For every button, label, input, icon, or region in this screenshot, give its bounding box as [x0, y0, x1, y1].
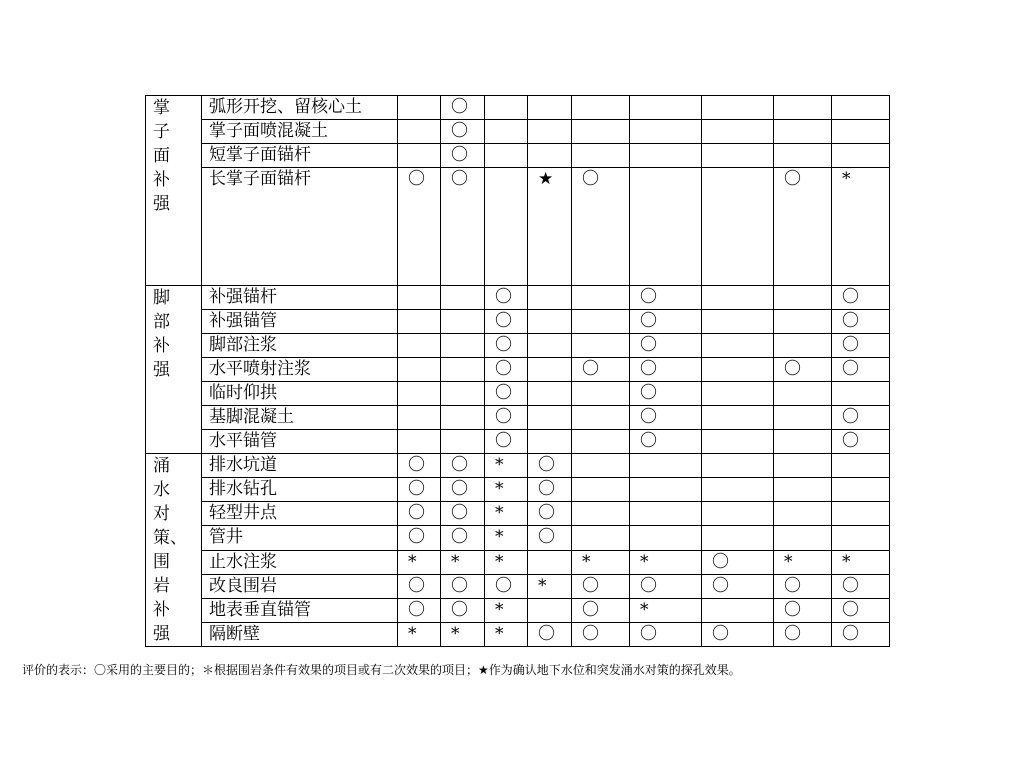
table-row	[146, 598, 890, 622]
evaluation-mark: 〇	[572, 574, 630, 598]
evaluation-mark	[398, 382, 441, 406]
evaluation-mark: *	[485, 550, 528, 574]
evaluation-mark: *	[485, 478, 528, 502]
evaluation-mark	[528, 430, 572, 454]
evaluation-mark	[702, 526, 774, 550]
evaluation-mark	[528, 310, 572, 334]
evaluation-mark: 〇	[398, 454, 441, 478]
evaluation-mark: 〇	[702, 550, 774, 574]
evaluation-mark	[441, 430, 485, 454]
measure-name: 地表垂直锚管	[202, 598, 398, 622]
table-row	[146, 382, 890, 406]
evaluation-mark	[528, 286, 572, 310]
evaluation-mark: 〇	[832, 310, 890, 334]
evaluation-mark	[630, 144, 702, 168]
evaluation-mark	[485, 120, 528, 144]
table-row	[146, 574, 890, 598]
evaluation-mark	[572, 478, 630, 502]
measure-name: 脚部注浆	[202, 334, 398, 358]
evaluation-mark	[630, 96, 702, 120]
measure-name: 弧形开挖、留核心土	[202, 96, 398, 120]
table-row	[146, 286, 890, 310]
evaluation-mark	[774, 406, 832, 430]
evaluation-mark	[572, 406, 630, 430]
table-row	[146, 478, 890, 502]
evaluation-mark	[572, 144, 630, 168]
measure-name: 排水钻孔	[202, 478, 398, 502]
evaluation-mark: 〇	[774, 574, 832, 598]
evaluation-mark: 〇	[398, 502, 441, 526]
evaluation-mark	[702, 454, 774, 478]
evaluation-legend-note: 评价的表示：〇采用的主要目的；＊根据围岩条件有效果的项目或有二次效果的项目；★作为确认地下水位和突发涌水对策的探孔效果。	[22, 663, 741, 677]
measure-name: 管井	[202, 526, 398, 550]
measure-name: 长掌子面锚杆	[202, 168, 398, 286]
evaluation-mark	[572, 310, 630, 334]
table-row	[146, 502, 890, 526]
evaluation-mark	[774, 334, 832, 358]
evaluation-mark	[398, 358, 441, 382]
evaluation-mark	[774, 286, 832, 310]
evaluation-mark: 〇	[398, 598, 441, 622]
evaluation-mark: 〇	[630, 574, 702, 598]
evaluation-mark	[774, 310, 832, 334]
evaluation-mark	[630, 502, 702, 526]
evaluation-mark: 〇	[528, 502, 572, 526]
evaluation-mark	[832, 526, 890, 550]
group-label-cell	[146, 454, 202, 647]
evaluation-mark: 〇	[485, 358, 528, 382]
evaluation-mark	[485, 144, 528, 168]
evaluation-mark	[702, 144, 774, 168]
evaluation-mark	[630, 120, 702, 144]
measure-name: 改良围岩	[202, 574, 398, 598]
evaluation-mark: 〇	[398, 478, 441, 502]
group-label: 涌水对策、围岩补强	[153, 456, 187, 644]
measure-name: 止水注浆	[202, 550, 398, 574]
evaluation-mark: 〇	[702, 622, 774, 646]
evaluation-mark	[702, 334, 774, 358]
evaluation-mark: *	[630, 598, 702, 622]
evaluation-mark: 〇	[528, 526, 572, 550]
evaluation-mark	[398, 406, 441, 430]
evaluation-mark: 〇	[441, 502, 485, 526]
evaluation-mark	[630, 526, 702, 550]
table-row	[146, 144, 890, 168]
evaluation-mark: *	[485, 598, 528, 622]
evaluation-mark: 〇	[630, 334, 702, 358]
evaluation-mark	[572, 454, 630, 478]
evaluation-mark	[702, 502, 774, 526]
evaluation-mark	[702, 286, 774, 310]
evaluation-mark	[572, 120, 630, 144]
evaluation-mark: 〇	[485, 430, 528, 454]
evaluation-mark: *	[485, 454, 528, 478]
table-row	[146, 120, 890, 144]
measure-name: 短掌子面锚杆	[202, 144, 398, 168]
evaluation-mark	[398, 144, 441, 168]
evaluation-mark	[528, 406, 572, 430]
evaluation-mark	[441, 382, 485, 406]
measure-name: 基脚混凝土	[202, 406, 398, 430]
group-label: 掌子面补强	[153, 98, 170, 214]
evaluation-mark: *	[485, 502, 528, 526]
evaluation-mark	[702, 478, 774, 502]
evaluation-mark	[398, 430, 441, 454]
evaluation-mark: 〇	[528, 478, 572, 502]
evaluation-mark	[774, 478, 832, 502]
evaluation-mark	[832, 144, 890, 168]
table-row	[146, 622, 890, 646]
evaluation-mark	[441, 286, 485, 310]
evaluation-mark	[441, 334, 485, 358]
evaluation-mark	[774, 502, 832, 526]
evaluation-mark: 〇	[572, 622, 630, 646]
evaluation-mark	[774, 430, 832, 454]
evaluation-mark	[774, 96, 832, 120]
measure-name: 排水坑道	[202, 454, 398, 478]
evaluation-mark: 〇	[774, 358, 832, 382]
table-row	[146, 526, 890, 550]
table-row	[146, 430, 890, 454]
evaluation-mark: 〇	[630, 310, 702, 334]
evaluation-mark	[702, 406, 774, 430]
table-row	[146, 358, 890, 382]
evaluation-mark: 〇	[485, 406, 528, 430]
evaluation-mark: 〇	[441, 526, 485, 550]
evaluation-mark	[572, 502, 630, 526]
evaluation-mark	[702, 358, 774, 382]
evaluation-mark: 〇	[441, 96, 485, 120]
evaluation-mark: 〇	[441, 478, 485, 502]
evaluation-mark	[774, 120, 832, 144]
evaluation-mark: 〇	[832, 406, 890, 430]
evaluation-mark	[832, 96, 890, 120]
evaluation-mark: 〇	[528, 622, 572, 646]
evaluation-mark: 〇	[774, 598, 832, 622]
evaluation-mark	[398, 334, 441, 358]
evaluation-mark: 〇	[485, 286, 528, 310]
evaluation-mark: 〇	[398, 526, 441, 550]
evaluation-mark	[441, 358, 485, 382]
evaluation-mark: 〇	[572, 598, 630, 622]
evaluation-mark: 〇	[832, 574, 890, 598]
evaluation-mark	[774, 454, 832, 478]
evaluation-mark	[528, 334, 572, 358]
evaluation-mark: 〇	[702, 574, 774, 598]
evaluation-mark: 〇	[832, 358, 890, 382]
table-row	[146, 454, 890, 478]
group-label-cell	[146, 96, 202, 286]
evaluation-mark	[832, 478, 890, 502]
evaluation-mark	[398, 120, 441, 144]
evaluation-mark	[528, 550, 572, 574]
evaluation-mark: 〇	[774, 168, 832, 286]
table-row	[146, 334, 890, 358]
table-row	[146, 406, 890, 430]
table-row	[146, 96, 890, 120]
evaluation-mark	[832, 382, 890, 406]
evaluation-mark	[572, 430, 630, 454]
evaluation-mark	[528, 382, 572, 406]
evaluation-mark: *	[485, 526, 528, 550]
evaluation-mark	[528, 96, 572, 120]
evaluation-mark: 〇	[485, 334, 528, 358]
evaluation-mark: *	[630, 550, 702, 574]
evaluation-mark	[630, 454, 702, 478]
evaluation-mark: 〇	[572, 358, 630, 382]
evaluation-mark: 〇	[630, 430, 702, 454]
evaluation-mark: 〇	[832, 622, 890, 646]
evaluation-mark	[630, 168, 702, 286]
evaluation-mark	[832, 502, 890, 526]
evaluation-mark	[630, 478, 702, 502]
evaluation-mark	[572, 382, 630, 406]
evaluation-mark	[485, 168, 528, 286]
evaluation-mark: 〇	[832, 334, 890, 358]
evaluation-mark	[702, 120, 774, 144]
measure-name: 水平锚管	[202, 430, 398, 454]
evaluation-mark	[702, 96, 774, 120]
evaluation-mark: *	[832, 168, 890, 286]
evaluation-mark: 〇	[630, 622, 702, 646]
evaluation-mark	[441, 310, 485, 334]
evaluation-mark	[702, 598, 774, 622]
measure-name: 补强锚杆	[202, 286, 398, 310]
evaluation-mark: 〇	[441, 598, 485, 622]
evaluation-mark	[528, 598, 572, 622]
evaluation-mark	[702, 310, 774, 334]
evaluation-mark	[398, 96, 441, 120]
evaluation-mark	[832, 454, 890, 478]
evaluation-mark	[774, 526, 832, 550]
evaluation-mark	[572, 286, 630, 310]
evaluation-mark	[774, 382, 832, 406]
evaluation-mark: *	[441, 550, 485, 574]
evaluation-mark: 〇	[441, 168, 485, 286]
evaluation-mark	[441, 406, 485, 430]
group-label: 脚部补强	[153, 288, 170, 380]
evaluation-mark: 〇	[774, 622, 832, 646]
evaluation-mark	[702, 168, 774, 286]
evaluation-mark: 〇	[398, 574, 441, 598]
evaluation-mark: 〇	[485, 382, 528, 406]
evaluation-mark: *	[398, 622, 441, 646]
evaluation-mark: *	[441, 622, 485, 646]
evaluation-mark	[702, 382, 774, 406]
evaluation-mark: 〇	[572, 168, 630, 286]
evaluation-mark	[528, 120, 572, 144]
evaluation-mark: 〇	[630, 382, 702, 406]
evaluation-mark: 〇	[441, 144, 485, 168]
evaluation-mark: *	[774, 550, 832, 574]
evaluation-mark: 〇	[441, 120, 485, 144]
measure-name: 补强锚管	[202, 310, 398, 334]
evaluation-mark	[398, 286, 441, 310]
evaluation-mark	[528, 358, 572, 382]
evaluation-mark	[832, 120, 890, 144]
measure-name: 掌子面喷混凝土	[202, 120, 398, 144]
evaluation-mark: 〇	[630, 358, 702, 382]
group-label-cell	[146, 286, 202, 454]
evaluation-mark	[398, 310, 441, 334]
evaluation-mark: 〇	[832, 598, 890, 622]
evaluation-mark	[572, 334, 630, 358]
evaluation-mark: *	[398, 550, 441, 574]
table-row	[146, 168, 890, 286]
evaluation-mark: 〇	[441, 454, 485, 478]
evaluation-mark: *	[485, 622, 528, 646]
evaluation-mark: *	[572, 550, 630, 574]
evaluation-mark: ★	[528, 168, 572, 286]
evaluation-mark	[774, 144, 832, 168]
evaluation-mark: 〇	[441, 574, 485, 598]
evaluation-mark: 〇	[485, 310, 528, 334]
measure-name: 隔断壁	[202, 622, 398, 646]
evaluation-mark: 〇	[398, 168, 441, 286]
measures-table	[145, 95, 890, 647]
measure-name: 临时仰拱	[202, 382, 398, 406]
evaluation-mark: 〇	[832, 286, 890, 310]
measure-name: 水平喷射注浆	[202, 358, 398, 382]
evaluation-mark: 〇	[630, 286, 702, 310]
evaluation-mark: *	[832, 550, 890, 574]
evaluation-mark: 〇	[832, 430, 890, 454]
evaluation-mark: *	[528, 574, 572, 598]
evaluation-mark	[485, 96, 528, 120]
table-row	[146, 550, 890, 574]
evaluation-mark	[572, 96, 630, 120]
evaluation-mark	[572, 526, 630, 550]
evaluation-mark	[528, 144, 572, 168]
evaluation-mark: 〇	[630, 406, 702, 430]
measure-name: 轻型井点	[202, 502, 398, 526]
table-row	[146, 310, 890, 334]
evaluation-mark: 〇	[528, 454, 572, 478]
evaluation-mark: 〇	[485, 574, 528, 598]
evaluation-mark	[702, 430, 774, 454]
